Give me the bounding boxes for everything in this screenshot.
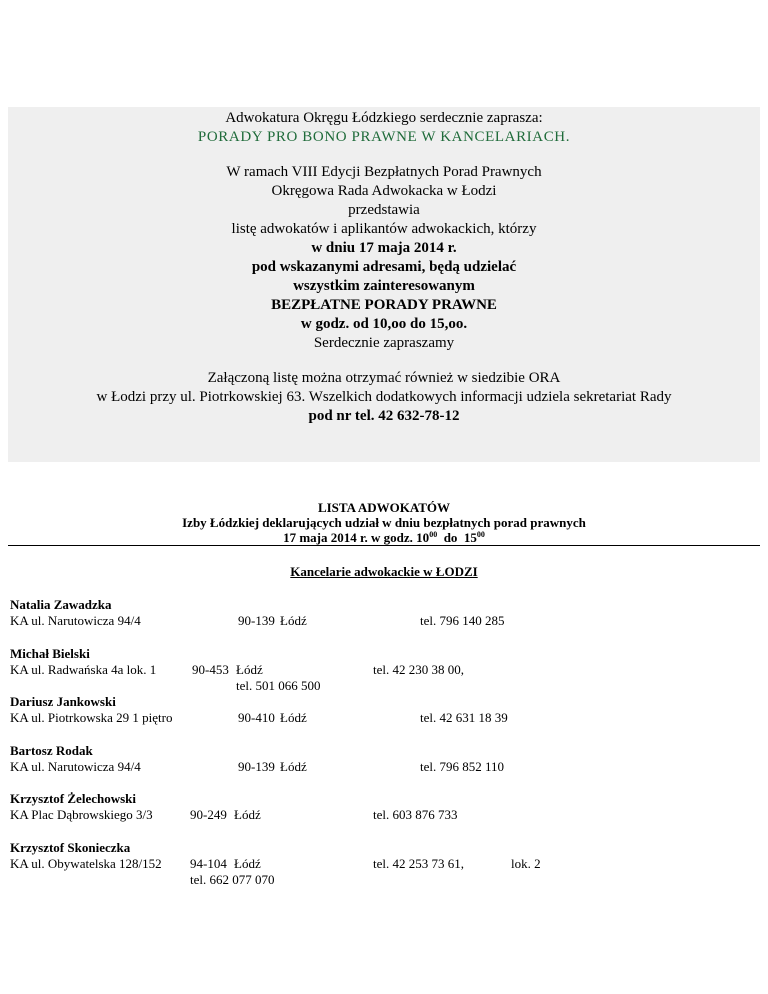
lawyer-name: Michał Bielski xyxy=(10,646,90,661)
invitation-phone: pod nr tel. 42 632-78-12 xyxy=(308,408,460,424)
invitation-emphasis: BEZPŁATNE PORADY PRAWNE xyxy=(271,297,497,313)
city: Łódź xyxy=(236,662,263,677)
lawyer-address: KA Plac Dąbrowskiego 3/3 xyxy=(10,807,153,822)
section-title: Kancelarie adwokackie w ŁODZI xyxy=(290,564,478,579)
postal-code: 90-139 xyxy=(238,613,275,628)
invitation-line: wszystkim zainteresowanym xyxy=(293,278,475,294)
divider xyxy=(8,545,760,546)
invitation-box xyxy=(8,107,760,462)
office-note: lok. 2 xyxy=(511,856,541,871)
invitation-line: W ramach VIII Edycji Bezpłatnych Porad Prawnych xyxy=(226,164,542,180)
lawyer-address: KA ul. Narutowicza 94/4 xyxy=(10,613,141,628)
phone: tel. 796 852 110 xyxy=(420,759,505,774)
city: Łódź xyxy=(234,856,261,871)
lawyer-address: KA ul. Narutowicza 94/4 xyxy=(10,759,141,774)
invitation-line: Okręgowa Rada Adwokacka w Łodzi xyxy=(271,183,497,199)
lawyer-address: KA ul. Obywatelska 128/152 xyxy=(10,856,162,871)
phone: tel. 42 631 18 39 xyxy=(420,710,508,725)
lawyer-name: Krzysztof Skonieczka xyxy=(10,840,131,855)
city: Łódź xyxy=(280,710,307,725)
invitation-line: Adwokatura Okręgu Łódzkiego serdecznie zaprasza: xyxy=(225,110,543,126)
city: Łódź xyxy=(280,759,307,774)
invitation-headline: PORADY PRO BONO PRAWNE W KANCELARIACH. xyxy=(197,129,571,145)
invitation-hours: w godz. od 10,oo do 15,oo. xyxy=(300,316,468,332)
lawyer-address: KA ul. Radwańska 4a lok. 1 xyxy=(10,662,157,677)
lawyer-name: Krzysztof Żelechowski xyxy=(10,791,137,806)
city: Łódź xyxy=(234,807,261,822)
postal-code: 90-410 xyxy=(238,710,275,725)
phone: tel. 42 230 38 00, xyxy=(373,662,464,677)
invitation-line: pod wskazanymi adresami, będą udzielać xyxy=(251,259,517,275)
invitation-line: w Łodzi przy ul. Piotrkowskiej 63. Wszelkich dodatkowych informacji udziela sekretariat Rady xyxy=(96,389,672,405)
postal-code: 90-249 xyxy=(190,807,227,822)
lawyer-name: Natalia Zawadzka xyxy=(10,597,112,612)
city: Łódź xyxy=(280,613,307,628)
list-subtitle: Izby Łódzkiej deklarujących udział w dniu bezpłatnych porad prawnych xyxy=(182,515,586,530)
invitation-line: Serdecznie zapraszamy xyxy=(313,335,455,351)
lawyer-name: Dariusz Jankowski xyxy=(10,694,116,709)
phone-secondary: tel. 501 066 500 xyxy=(236,678,321,693)
invitation-line: przedstawia xyxy=(348,202,420,218)
postal-code: 90-453 xyxy=(192,662,229,677)
phone: tel. 42 253 73 61, xyxy=(373,856,464,871)
phone-secondary: tel. 662 077 070 xyxy=(190,872,275,887)
list-title: LISTA ADWOKATÓW xyxy=(317,500,451,515)
invitation-line: Załączoną listę można otrzymać również w siedzibie ORA xyxy=(207,370,561,386)
postal-code: 94-104 xyxy=(190,856,227,871)
list-date: 17 maja 2014 r. w godz. $10^{00}$ do $15^{00}$ xyxy=(283,530,485,545)
phone: tel. 796 140 285 xyxy=(420,613,505,628)
lawyer-address: KA ul. Piotrkowska 29 1 piętro xyxy=(10,710,173,725)
phone: tel. 603 876 733 xyxy=(373,807,458,822)
lawyer-name: Bartosz Rodak xyxy=(10,743,93,758)
invitation-date: w dniu 17 maja 2014 r. xyxy=(311,240,457,256)
postal-code: 90-139 xyxy=(238,759,275,774)
invitation-line: listę adwokatów i aplikantów adwokackich, którzy xyxy=(231,221,537,237)
